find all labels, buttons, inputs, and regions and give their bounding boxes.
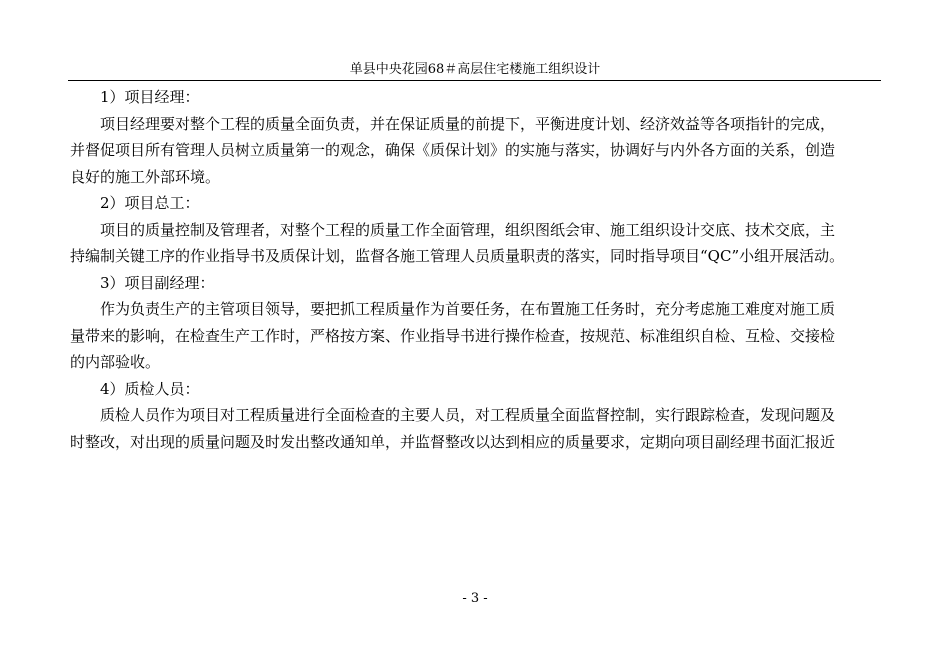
paragraph-line: 项目经理要对整个工程的质量全面负责，并在保证质量的前提下，平衡进度计划、经济效益等各项指针的完成，	[100, 114, 836, 133]
paragraph-line: 量带来的影响，在检查生产工作时，严格按方案、作业指导书进行操作检查，按规范、标准组织自检、互检、交接检	[70, 326, 836, 345]
paragraph-line: 持编制关键工序的作业指导书及质保计划，监督各施工管理人员质量职责的落实，同时指导项目“QC”小组开展活动。	[70, 247, 845, 265]
document-body	[70, 84, 882, 455]
paragraph-line: 时整改，对出现的质量问题及时发出整改通知单，并监督整改以达到相应的质量要求，定期向项目副经理书面汇报近	[70, 432, 836, 451]
paragraph-line: 质检人员作为项目对工程质量进行全面检查的主要人员，对工程质量全面监督控制，实行跟踪检查，发现问题及	[100, 406, 836, 424]
page-header-title: 单县中央花园68＃高层住宅楼施工组织设计	[349, 62, 601, 77]
section-heading: 3）项目副经理：	[100, 273, 215, 292]
header-divider	[68, 80, 881, 81]
section-heading: 1）项目经理：	[100, 88, 200, 106]
paragraph-line: 良好的施工外部环境。	[70, 167, 221, 186]
section-heading: 2）项目总工：	[100, 194, 200, 212]
paragraph-line: 项目的质量控制及管理者，对整个工程的质量工作全面管理，组织图纸会审、施工组织设计交底、技术交底，主	[100, 220, 836, 239]
paragraph-line: 并督促项目所有管理人员树立质量第一的观念，确保《质保计划》的实施与落实，协调好与内外各方面的关系，创造	[70, 141, 836, 159]
page-number: - 3 -	[462, 591, 488, 606]
section-heading: 4）质检人员：	[100, 379, 200, 398]
paragraph-line: 作为负责生产的主管项目领导，要把抓工程质量作为首要任务，在布置施工任务时，充分考虑施工难度对施工质	[100, 300, 836, 318]
paragraph-line: 的内部验收。	[70, 353, 161, 371]
